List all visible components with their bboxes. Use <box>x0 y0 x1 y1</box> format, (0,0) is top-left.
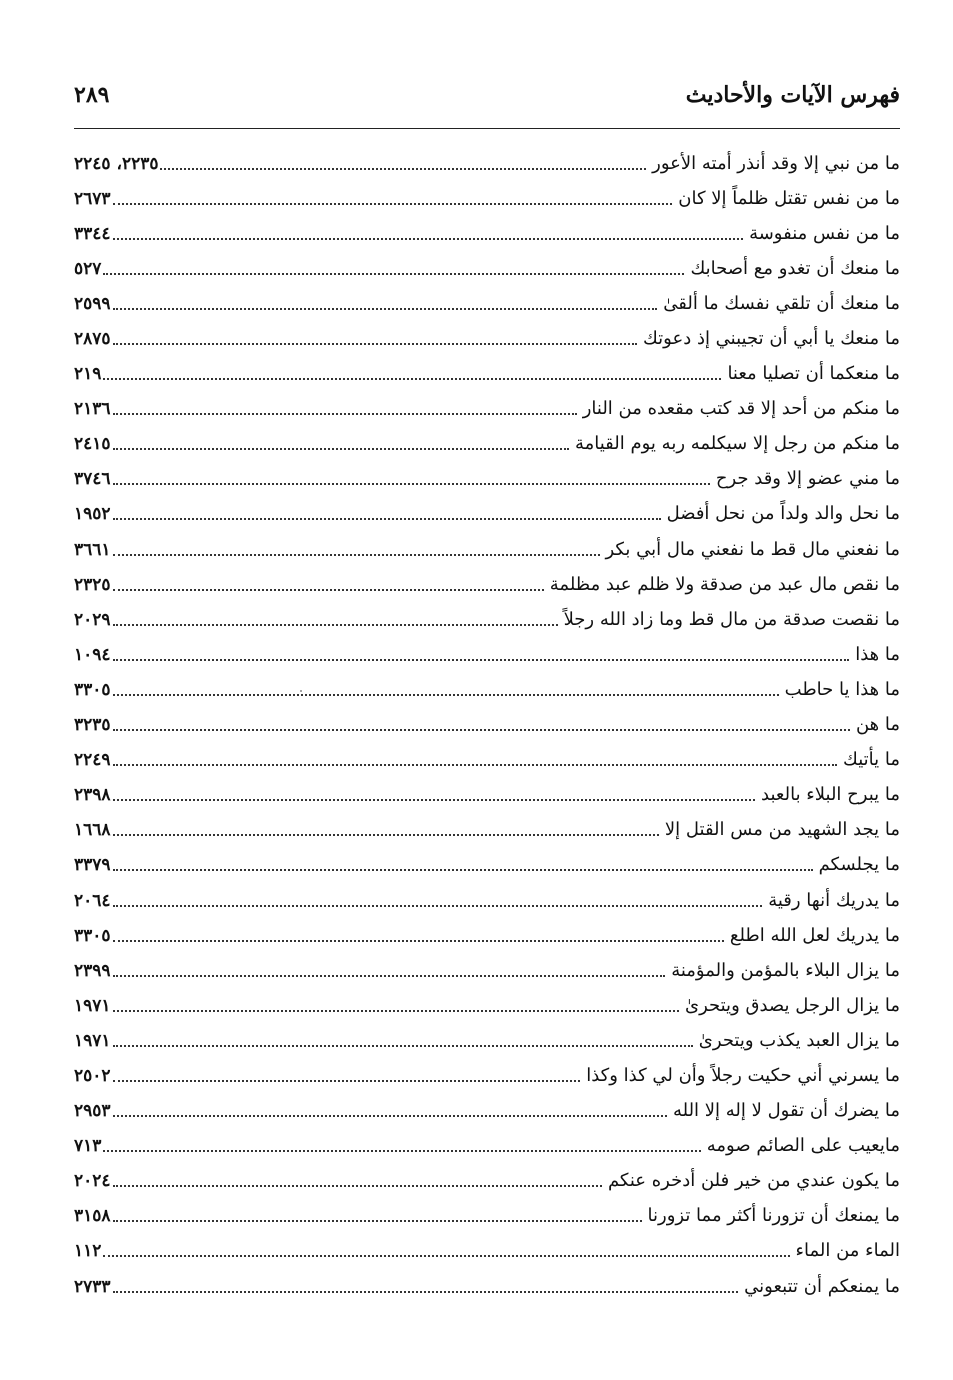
dot-leader <box>113 905 763 907</box>
index-entry <box>74 953 900 988</box>
index-entry <box>74 321 900 356</box>
index-entry <box>74 567 900 602</box>
dot-leader <box>113 1291 739 1293</box>
page-number: ٢٨٩ <box>74 82 110 108</box>
entry-text: ما يجد الشهيد من مس القتل إلا <box>664 819 900 841</box>
entry-text: ما هذا <box>855 643 900 665</box>
index-entry <box>74 462 900 497</box>
dot-leader <box>113 483 710 485</box>
index-entry <box>74 146 900 181</box>
entry-reference-number: ٣٣٤٤ <box>74 223 111 244</box>
entry-reference-number: ٣٧٤٦ <box>74 469 111 490</box>
entry-reference-number: ٣٢٣٥ <box>74 715 111 736</box>
index-entry <box>74 883 900 918</box>
entry-reference-number: ٥٢٧ <box>74 258 102 279</box>
dot-leader <box>113 1115 667 1117</box>
dot-leader <box>113 448 569 450</box>
entry-reference-number: ١١٢ <box>74 1241 102 1262</box>
entry-text: ما مني عضو إلا وقد جرح <box>715 468 900 490</box>
entry-reference-number: ١٩٥٢ <box>74 504 111 525</box>
entry-text: ما يدريك لعل الله اطلع <box>729 924 900 946</box>
entry-text: مايعيب على الصائم صومه <box>706 1135 900 1157</box>
entry-reference-number: ٣٦٦١ <box>74 539 111 560</box>
entry-text: ما يدريك أنها رقية <box>768 889 900 911</box>
header-rule <box>74 128 900 129</box>
index-entry <box>74 216 900 251</box>
index-entry <box>74 497 900 532</box>
entry-text: ما هن <box>855 714 900 736</box>
dot-leader <box>113 554 600 556</box>
dot-leader <box>103 378 721 380</box>
entry-text: ما يزال الرجل يصدق ويتحرىٰ <box>684 994 900 1016</box>
entry-reference-number: ٢٦٧٣ <box>74 188 111 209</box>
entry-reference-number: ٣٣٠٥ <box>74 925 111 946</box>
dot-leader <box>113 343 637 345</box>
dot-leader <box>113 834 659 836</box>
entry-text: ما منعكما أن تصليا معنا <box>727 363 900 385</box>
entry-text: ما يسرني أني حكيت رجلاً وأن لي كذا وكذا <box>586 1064 900 1086</box>
entry-text: ما يضرك أن تقول لا إله إلا الله <box>672 1100 900 1122</box>
dot-leader <box>113 1080 581 1082</box>
index-entry-list <box>74 146 900 1304</box>
dot-leader <box>113 869 813 871</box>
index-entry <box>74 1269 900 1304</box>
entry-text: ما يمنعكم أن تتبعوني <box>744 1275 900 1297</box>
entry-reference-number: ٢٢٣٥، ٢٢٤٥ <box>74 153 159 174</box>
index-entry <box>74 848 900 883</box>
entry-reference-number: ٢٥٩٩ <box>74 293 111 314</box>
dot-leader <box>113 589 544 591</box>
dot-leader <box>113 308 658 310</box>
index-entry <box>74 286 900 321</box>
entry-reference-number: ٣١٥٨ <box>74 1206 111 1227</box>
index-entry <box>74 918 900 953</box>
index-entry <box>74 1094 900 1129</box>
dot-leader <box>113 1185 602 1187</box>
entry-reference-number: ٢٤١٥ <box>74 434 111 455</box>
entry-reference-number: ٢٣٩٩ <box>74 960 111 981</box>
entry-text: ما يأتيك <box>843 749 900 771</box>
index-entry <box>74 1023 900 1058</box>
entry-reference-number: ٢٣٢٥ <box>74 574 111 595</box>
dot-leader <box>103 1150 700 1152</box>
dot-leader <box>113 413 577 415</box>
index-entry <box>74 1164 900 1199</box>
index-entry <box>74 708 900 743</box>
index-entry <box>74 532 900 567</box>
entry-reference-number: ٣٣٧٩ <box>74 855 111 876</box>
index-entry <box>74 1199 900 1234</box>
running-title: فهرس الآيات والأحاديث <box>685 82 900 108</box>
index-entry <box>74 357 900 392</box>
dot-leader <box>113 694 779 696</box>
entry-text: ما منعك أن تلقي نفسك ما ألقىٰ <box>663 292 900 314</box>
entry-reference-number: ٢٣٩٨ <box>74 785 111 806</box>
dot-leader <box>113 940 724 942</box>
entry-reference-number: ٢٠٢٤ <box>74 1171 111 1192</box>
entry-reference-number: ٢١٣٦ <box>74 399 111 420</box>
dot-leader <box>113 1220 642 1222</box>
entry-text: ما منعك يا أبي أن تجيبني إذ دعوتك <box>642 328 900 350</box>
entry-text: ما منكم من أحد إلا قد كتب مقعده من النار <box>582 398 900 420</box>
dot-leader <box>113 238 744 240</box>
entry-reference-number: ٧١٣ <box>74 1136 102 1157</box>
entry-reference-number: ٢٥٠٢ <box>74 1065 111 1086</box>
entry-text: ما نفعني مال قط ما نفعني مال أبي بكر <box>605 538 900 560</box>
entry-text: ما يزال العبد يكذب ويتحرىٰ <box>698 1029 900 1051</box>
dot-leader <box>113 975 666 977</box>
entry-reference-number: ١٩٧١ <box>74 1030 111 1051</box>
entry-text: ما نحل والد ولداً من نحل أفضل <box>666 503 900 525</box>
entry-reference-number: ٢٩٥٣ <box>74 1101 111 1122</box>
entry-reference-number: ١٩٧١ <box>74 995 111 1016</box>
index-entry <box>74 1129 900 1164</box>
index-entry <box>74 637 900 672</box>
entry-text: ما نقص مال عبد من صدقة ولا ظلم عبد مظلمة <box>549 573 900 595</box>
dot-leader <box>113 624 558 626</box>
stray-dot <box>300 690 302 692</box>
index-entry <box>74 1058 900 1093</box>
entry-text: ما من نفس تقتل ظلماً إلا كان <box>678 187 900 209</box>
dot-leader <box>113 1010 679 1012</box>
entry-text: ما يبرح البلاء بالعبد <box>761 784 900 806</box>
entry-reference-number: ٢١٩ <box>74 364 102 385</box>
dot-leader <box>113 1045 693 1047</box>
dot-leader <box>113 659 850 661</box>
entry-text: ما هذا يا حاطب <box>784 678 900 700</box>
entry-text: ما يكون عندي من خير فلن أدخره عنكم <box>607 1170 900 1192</box>
index-entry <box>74 778 900 813</box>
entry-text: ما من نبي إلا وقد أنذر أمته الأعور <box>652 152 900 174</box>
index-entry <box>74 181 900 216</box>
dot-leader <box>113 764 838 766</box>
index-entry <box>74 427 900 462</box>
entry-text: ما منعك أن تغدو مع أصحابك <box>690 257 900 279</box>
dot-leader <box>113 203 673 205</box>
entry-text: الماء من الماء <box>795 1240 900 1262</box>
entry-reference-number: ٢٢٤٩ <box>74 750 111 771</box>
index-entry <box>74 1234 900 1269</box>
entry-reference-number: ٣٣٠٥ <box>74 679 111 700</box>
page-header <box>74 82 900 122</box>
entry-text: ما منكم من رجل إلا سيكلمه ربه يوم القيامة <box>574 433 900 455</box>
dot-leader <box>113 729 850 731</box>
entry-text: ما نقصت صدقة من مال قط وما زاد الله رجلاً <box>563 608 900 630</box>
entry-reference-number: ٢٨٧٥ <box>74 329 111 350</box>
index-entry <box>74 602 900 637</box>
dot-leader <box>103 1255 789 1257</box>
entry-text: ما يجلسكم <box>818 854 900 876</box>
entry-reference-number: ٢٠٦٤ <box>74 890 111 911</box>
entry-reference-number: ٢٧٣٣ <box>74 1276 111 1297</box>
entry-reference-number: ١٦٦٨ <box>74 820 111 841</box>
dot-leader <box>113 518 661 520</box>
entry-text: ما يمنعك أن تزورنا أكثر مما تزورنا <box>647 1205 900 1227</box>
entry-reference-number: ١٠٩٤ <box>74 644 111 665</box>
index-entry <box>74 743 900 778</box>
index-entry <box>74 251 900 286</box>
index-entry <box>74 392 900 427</box>
index-entry <box>74 672 900 707</box>
entry-text: ما من نفس منفوسة <box>749 222 900 244</box>
index-entry <box>74 813 900 848</box>
index-entry <box>74 988 900 1023</box>
dot-leader <box>113 799 756 801</box>
entry-text: ما يزال البلاء بالمؤمن والمؤمنة <box>671 959 900 981</box>
dot-leader <box>103 273 684 275</box>
dot-leader <box>160 168 646 170</box>
entry-reference-number: ٢٠٢٩ <box>74 609 111 630</box>
